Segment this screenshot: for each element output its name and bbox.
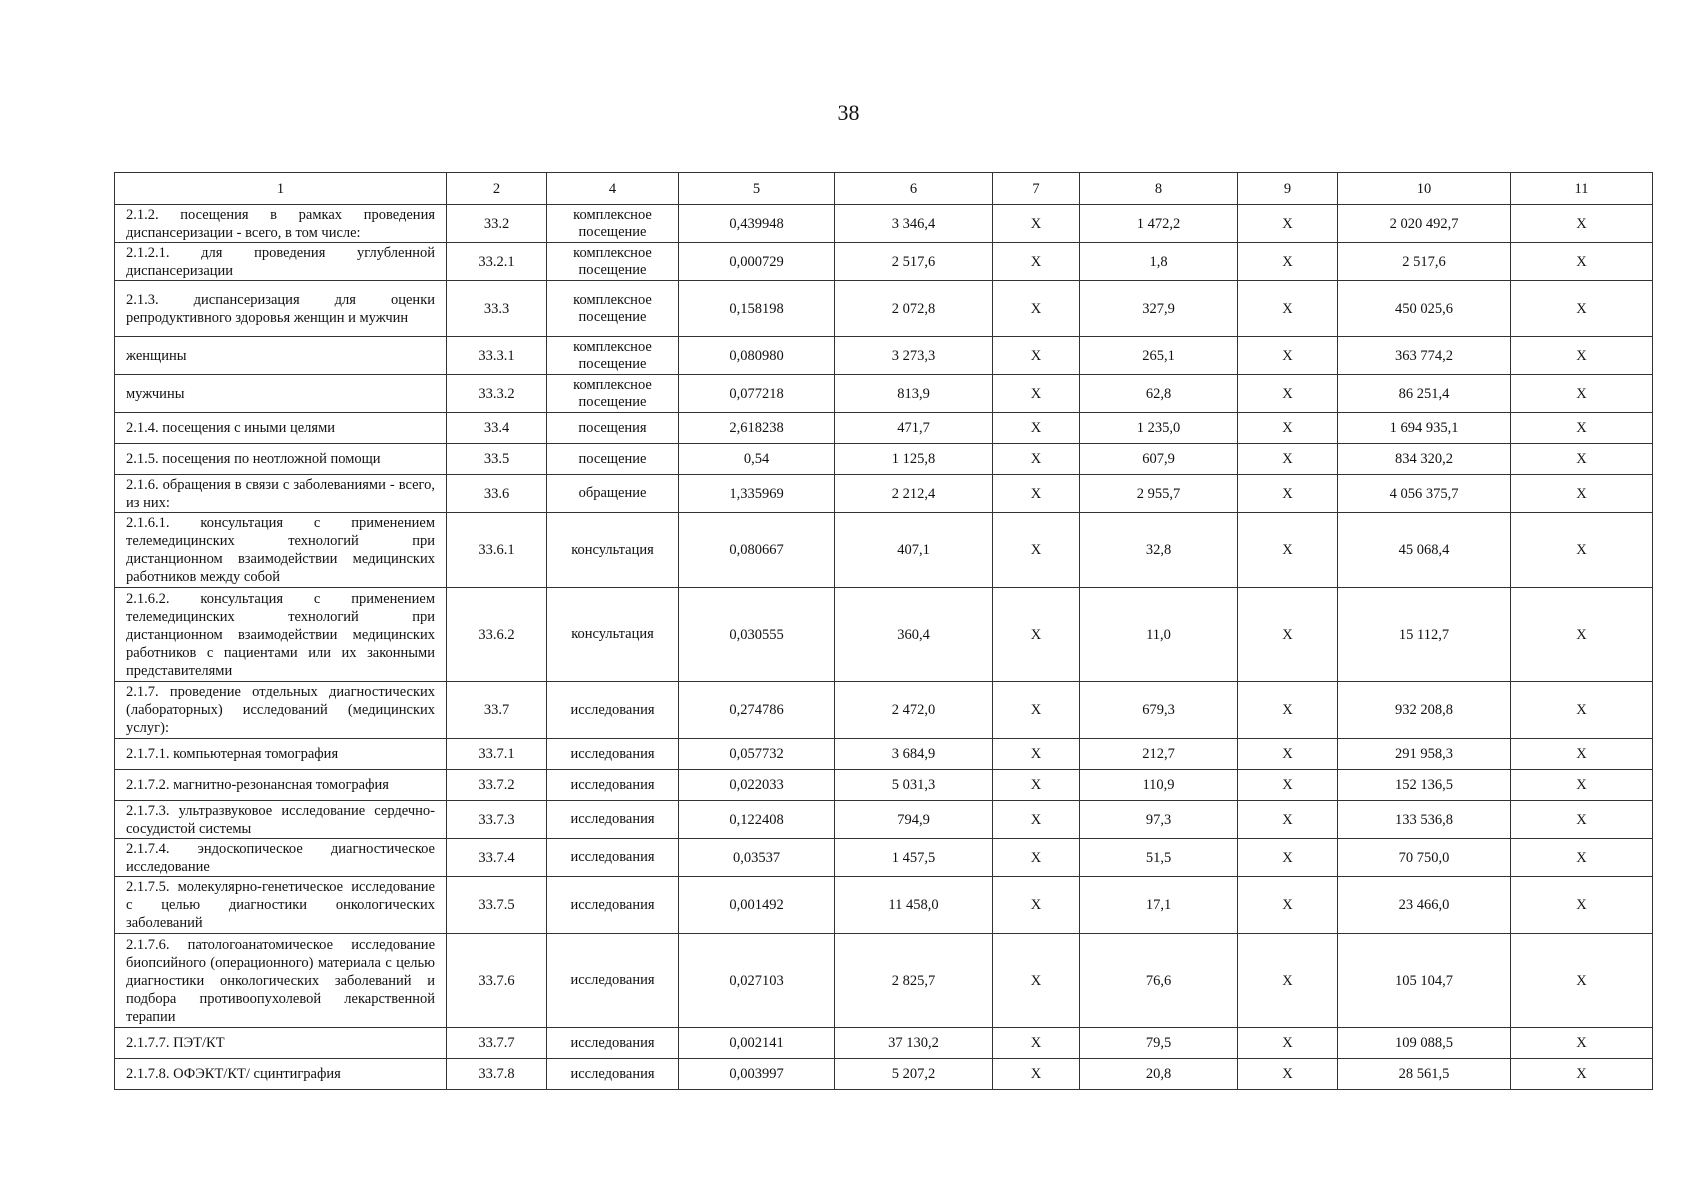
cell-col7: X bbox=[993, 739, 1080, 770]
cell-col11: X bbox=[1511, 877, 1653, 934]
cell-code: 33.7.2 bbox=[447, 770, 547, 801]
cell-name: 2.1.6.2. консультация с применением телемедицинских технологий при дистанционном взаимодействии медицинских работников с пациентами или их законными представителями bbox=[115, 588, 447, 682]
table-row bbox=[115, 877, 1653, 934]
cell-col6: 2 517,6 bbox=[835, 243, 993, 281]
cell-name: 2.1.5. посещения по неотложной помощи bbox=[115, 444, 447, 475]
cell-col6: 2 212,4 bbox=[835, 475, 993, 513]
cell-col5: 0,158198 bbox=[679, 281, 835, 337]
cell-col11: X bbox=[1511, 205, 1653, 243]
cell-name: 2.1.7.3. ультразвуковое исследование сердечно-сосудистой системы bbox=[115, 801, 447, 839]
cell-code: 33.6 bbox=[447, 475, 547, 513]
cell-col8: 62,8 bbox=[1080, 375, 1238, 413]
header-cell: 5 bbox=[679, 173, 835, 205]
cell-col7: X bbox=[993, 934, 1080, 1028]
cell-col10: 45 068,4 bbox=[1338, 513, 1511, 588]
table-row bbox=[115, 682, 1653, 739]
cell-unit: исследования bbox=[547, 1059, 679, 1090]
cell-col6: 360,4 bbox=[835, 588, 993, 682]
cell-col6: 2 072,8 bbox=[835, 281, 993, 337]
cell-col9: X bbox=[1238, 877, 1338, 934]
cell-unit: исследования bbox=[547, 739, 679, 770]
cell-col10: 450 025,6 bbox=[1338, 281, 1511, 337]
cell-col8: 97,3 bbox=[1080, 801, 1238, 839]
cell-col9: X bbox=[1238, 243, 1338, 281]
cell-name: 2.1.6. обращения в связи с заболеваниями - всего, из них: bbox=[115, 475, 447, 513]
cell-unit: исследования bbox=[547, 1028, 679, 1059]
cell-col5: 1,335969 bbox=[679, 475, 835, 513]
cell-code: 33.6.2 bbox=[447, 588, 547, 682]
cell-col7: X bbox=[993, 375, 1080, 413]
cell-col7: X bbox=[993, 413, 1080, 444]
cell-col9: X bbox=[1238, 513, 1338, 588]
cell-col10: 105 104,7 bbox=[1338, 934, 1511, 1028]
cell-col5: 0,54 bbox=[679, 444, 835, 475]
table-row bbox=[115, 205, 1653, 243]
cell-col10: 2 020 492,7 bbox=[1338, 205, 1511, 243]
cell-col11: X bbox=[1511, 375, 1653, 413]
cell-col7: X bbox=[993, 877, 1080, 934]
cell-unit: консультация bbox=[547, 588, 679, 682]
cell-col10: 834 320,2 bbox=[1338, 444, 1511, 475]
cell-col10: 363 774,2 bbox=[1338, 337, 1511, 375]
cell-col5: 0,002141 bbox=[679, 1028, 835, 1059]
cell-col9: X bbox=[1238, 770, 1338, 801]
cell-col5: 0,077218 bbox=[679, 375, 835, 413]
cell-code: 33.7.6 bbox=[447, 934, 547, 1028]
cell-unit: исследования bbox=[547, 801, 679, 839]
cell-col9: X bbox=[1238, 682, 1338, 739]
cell-col10: 2 517,6 bbox=[1338, 243, 1511, 281]
cell-col10: 291 958,3 bbox=[1338, 739, 1511, 770]
cell-name: 2.1.7.7. ПЭТ/КТ bbox=[115, 1028, 447, 1059]
cell-col8: 1 472,2 bbox=[1080, 205, 1238, 243]
cell-col8: 265,1 bbox=[1080, 337, 1238, 375]
cell-col9: X bbox=[1238, 375, 1338, 413]
cell-col5: 0,03537 bbox=[679, 839, 835, 877]
cell-col7: X bbox=[993, 337, 1080, 375]
cell-col9: X bbox=[1238, 1028, 1338, 1059]
cell-col10: 133 536,8 bbox=[1338, 801, 1511, 839]
cell-col9: X bbox=[1238, 801, 1338, 839]
cell-name: 2.1.3. диспансеризация для оценки репродуктивного здоровья женщин и мужчин bbox=[115, 281, 447, 337]
header-cell: 1 bbox=[115, 173, 447, 205]
cell-code: 33.5 bbox=[447, 444, 547, 475]
header-row bbox=[115, 173, 1653, 205]
cell-col8: 327,9 bbox=[1080, 281, 1238, 337]
cell-col5: 2,618238 bbox=[679, 413, 835, 444]
cell-code: 33.2 bbox=[447, 205, 547, 243]
cell-col10: 15 112,7 bbox=[1338, 588, 1511, 682]
table-row bbox=[115, 801, 1653, 839]
cell-code: 33.7.7 bbox=[447, 1028, 547, 1059]
cell-unit: комплексное посещение bbox=[547, 205, 679, 243]
cell-col11: X bbox=[1511, 513, 1653, 588]
table-row bbox=[115, 770, 1653, 801]
cell-col8: 1,8 bbox=[1080, 243, 1238, 281]
table-row bbox=[115, 513, 1653, 588]
cell-col6: 794,9 bbox=[835, 801, 993, 839]
cell-col11: X bbox=[1511, 801, 1653, 839]
cell-col7: X bbox=[993, 770, 1080, 801]
cell-col11: X bbox=[1511, 444, 1653, 475]
cell-col9: X bbox=[1238, 337, 1338, 375]
cell-col7: X bbox=[993, 839, 1080, 877]
table-row bbox=[115, 839, 1653, 877]
cell-col6: 1 457,5 bbox=[835, 839, 993, 877]
table-row bbox=[115, 475, 1653, 513]
cell-code: 33.7 bbox=[447, 682, 547, 739]
cell-col5: 0,057732 bbox=[679, 739, 835, 770]
cell-col9: X bbox=[1238, 444, 1338, 475]
table-row bbox=[115, 1059, 1653, 1090]
cell-code: 33.7.5 bbox=[447, 877, 547, 934]
cell-col6: 471,7 bbox=[835, 413, 993, 444]
cell-col7: X bbox=[993, 475, 1080, 513]
cell-col6: 2 825,7 bbox=[835, 934, 993, 1028]
cell-unit: комплексное посещение bbox=[547, 243, 679, 281]
cell-col9: X bbox=[1238, 475, 1338, 513]
cell-col9: X bbox=[1238, 934, 1338, 1028]
cell-code: 33.7.1 bbox=[447, 739, 547, 770]
cell-col8: 17,1 bbox=[1080, 877, 1238, 934]
cell-unit: посещения bbox=[547, 413, 679, 444]
cell-col11: X bbox=[1511, 588, 1653, 682]
cell-col5: 0,000729 bbox=[679, 243, 835, 281]
cell-code: 33.4 bbox=[447, 413, 547, 444]
header-cell: 6 bbox=[835, 173, 993, 205]
cell-col11: X bbox=[1511, 475, 1653, 513]
cell-name: 2.1.7.8. ОФЭКТ/КТ/ сцинтиграфия bbox=[115, 1059, 447, 1090]
table-row bbox=[115, 413, 1653, 444]
cell-col11: X bbox=[1511, 337, 1653, 375]
cell-col9: X bbox=[1238, 839, 1338, 877]
cell-unit: комплексное посещение bbox=[547, 337, 679, 375]
header-cell: 10 bbox=[1338, 173, 1511, 205]
cell-col11: X bbox=[1511, 1028, 1653, 1059]
cell-col7: X bbox=[993, 205, 1080, 243]
cell-col7: X bbox=[993, 682, 1080, 739]
cell-col10: 23 466,0 bbox=[1338, 877, 1511, 934]
cell-col9: X bbox=[1238, 413, 1338, 444]
cell-unit: посещение bbox=[547, 444, 679, 475]
table-row bbox=[115, 1028, 1653, 1059]
cell-col5: 0,003997 bbox=[679, 1059, 835, 1090]
cell-col11: X bbox=[1511, 281, 1653, 337]
cell-col8: 11,0 bbox=[1080, 588, 1238, 682]
cell-name: 2.1.7.6. патологоанатомическое исследование биопсийного (операционного) материала с целью диагностики онкологических заболеваний и подбора противоопухолевой лекарственной терапии bbox=[115, 934, 447, 1028]
cell-unit: консультация bbox=[547, 513, 679, 588]
cell-code: 33.7.8 bbox=[447, 1059, 547, 1090]
cell-col11: X bbox=[1511, 770, 1653, 801]
cell-col8: 20,8 bbox=[1080, 1059, 1238, 1090]
cell-name: 2.1.2.1. для проведения углубленной диспансеризации bbox=[115, 243, 447, 281]
cell-col9: X bbox=[1238, 205, 1338, 243]
cell-unit: обращение bbox=[547, 475, 679, 513]
cell-col9: X bbox=[1238, 739, 1338, 770]
table-row bbox=[115, 243, 1653, 281]
cell-name: 2.1.4. посещения с иными целями bbox=[115, 413, 447, 444]
cell-code: 33.7.3 bbox=[447, 801, 547, 839]
page-number: 38 bbox=[837, 100, 860, 125]
cell-col10: 109 088,5 bbox=[1338, 1028, 1511, 1059]
header-cell: 7 bbox=[993, 173, 1080, 205]
cell-col7: X bbox=[993, 588, 1080, 682]
cell-col10: 28 561,5 bbox=[1338, 1059, 1511, 1090]
cell-col8: 679,3 bbox=[1080, 682, 1238, 739]
cell-col11: X bbox=[1511, 739, 1653, 770]
cell-col10: 932 208,8 bbox=[1338, 682, 1511, 739]
header-cell: 2 bbox=[447, 173, 547, 205]
cell-code: 33.6.1 bbox=[447, 513, 547, 588]
data-table bbox=[114, 172, 1653, 1090]
cell-code: 33.2.1 bbox=[447, 243, 547, 281]
cell-col9: X bbox=[1238, 281, 1338, 337]
cell-unit: комплексное посещение bbox=[547, 375, 679, 413]
cell-col5: 0,080980 bbox=[679, 337, 835, 375]
cell-col8: 79,5 bbox=[1080, 1028, 1238, 1059]
cell-col6: 813,9 bbox=[835, 375, 993, 413]
cell-col6: 407,1 bbox=[835, 513, 993, 588]
cell-col6: 3 346,4 bbox=[835, 205, 993, 243]
table-row bbox=[115, 337, 1653, 375]
cell-code: 33.3 bbox=[447, 281, 547, 337]
table-row bbox=[115, 281, 1653, 337]
cell-col7: X bbox=[993, 1028, 1080, 1059]
cell-col6: 3 273,3 bbox=[835, 337, 993, 375]
cell-name: 2.1.7.4. эндоскопическое диагностическое исследование bbox=[115, 839, 447, 877]
cell-code: 33.3.2 bbox=[447, 375, 547, 413]
cell-col8: 607,9 bbox=[1080, 444, 1238, 475]
cell-col10: 152 136,5 bbox=[1338, 770, 1511, 801]
header-cell: 9 bbox=[1238, 173, 1338, 205]
cell-unit: исследования bbox=[547, 770, 679, 801]
cell-col10: 4 056 375,7 bbox=[1338, 475, 1511, 513]
cell-col8: 76,6 bbox=[1080, 934, 1238, 1028]
cell-col5: 0,022033 bbox=[679, 770, 835, 801]
cell-col6: 3 684,9 bbox=[835, 739, 993, 770]
cell-col8: 51,5 bbox=[1080, 839, 1238, 877]
cell-col6: 1 125,8 bbox=[835, 444, 993, 475]
cell-col8: 212,7 bbox=[1080, 739, 1238, 770]
cell-code: 33.7.4 bbox=[447, 839, 547, 877]
cell-col5: 0,122408 bbox=[679, 801, 835, 839]
table-row bbox=[115, 375, 1653, 413]
header-cell: 4 bbox=[547, 173, 679, 205]
cell-col5: 0,439948 bbox=[679, 205, 835, 243]
table-row bbox=[115, 444, 1653, 475]
cell-col5: 0,030555 bbox=[679, 588, 835, 682]
cell-col11: X bbox=[1511, 1059, 1653, 1090]
cell-unit: исследования bbox=[547, 877, 679, 934]
cell-col5: 0,027103 bbox=[679, 934, 835, 1028]
cell-name: 2.1.7. проведение отдельных диагностических (лабораторных) исследований (медицинских услуг): bbox=[115, 682, 447, 739]
cell-col7: X bbox=[993, 281, 1080, 337]
cell-col5: 0,001492 bbox=[679, 877, 835, 934]
header-cell: 11 bbox=[1511, 173, 1653, 205]
cell-unit: комплексное посещение bbox=[547, 281, 679, 337]
cell-col6: 5 031,3 bbox=[835, 770, 993, 801]
cell-name: 2.1.7.5. молекулярно-генетическое исследование с целью диагностики онкологических заболеваний bbox=[115, 877, 447, 934]
cell-col9: X bbox=[1238, 588, 1338, 682]
cell-col5: 0,274786 bbox=[679, 682, 835, 739]
cell-col6: 11 458,0 bbox=[835, 877, 993, 934]
cell-col10: 70 750,0 bbox=[1338, 839, 1511, 877]
cell-col8: 2 955,7 bbox=[1080, 475, 1238, 513]
cell-code: 33.3.1 bbox=[447, 337, 547, 375]
cell-col8: 32,8 bbox=[1080, 513, 1238, 588]
cell-col7: X bbox=[993, 1059, 1080, 1090]
table-row bbox=[115, 934, 1653, 1028]
cell-col11: X bbox=[1511, 413, 1653, 444]
cell-col11: X bbox=[1511, 682, 1653, 739]
cell-col10: 1 694 935,1 bbox=[1338, 413, 1511, 444]
cell-name: 2.1.7.2. магнитно-резонансная томография bbox=[115, 770, 447, 801]
cell-unit: исследования bbox=[547, 682, 679, 739]
cell-col8: 1 235,0 bbox=[1080, 413, 1238, 444]
cell-col5: 0,080667 bbox=[679, 513, 835, 588]
cell-col9: X bbox=[1238, 1059, 1338, 1090]
cell-col11: X bbox=[1511, 839, 1653, 877]
cell-col7: X bbox=[993, 801, 1080, 839]
cell-name: 2.1.7.1. компьютерная томография bbox=[115, 739, 447, 770]
cell-col6: 2 472,0 bbox=[835, 682, 993, 739]
cell-col7: X bbox=[993, 243, 1080, 281]
cell-unit: исследования bbox=[547, 839, 679, 877]
cell-name: 2.1.6.1. консультация с применением телемедицинских технологий при дистанционном взаимодействии медицинских работников между собой bbox=[115, 513, 447, 588]
cell-col6: 5 207,2 bbox=[835, 1059, 993, 1090]
cell-col11: X bbox=[1511, 934, 1653, 1028]
cell-name: женщины bbox=[115, 337, 447, 375]
table-row bbox=[115, 588, 1653, 682]
cell-col8: 110,9 bbox=[1080, 770, 1238, 801]
cell-name: мужчины bbox=[115, 375, 447, 413]
table-body bbox=[115, 205, 1653, 1090]
cell-name: 2.1.2. посещения в рамках проведения диспансеризации - всего, в том числе: bbox=[115, 205, 447, 243]
cell-col7: X bbox=[993, 444, 1080, 475]
cell-col10: 86 251,4 bbox=[1338, 375, 1511, 413]
cell-unit: исследования bbox=[547, 934, 679, 1028]
cell-col6: 37 130,2 bbox=[835, 1028, 993, 1059]
header-cell: 8 bbox=[1080, 173, 1238, 205]
cell-col7: X bbox=[993, 513, 1080, 588]
table-row bbox=[115, 739, 1653, 770]
cell-col11: X bbox=[1511, 243, 1653, 281]
